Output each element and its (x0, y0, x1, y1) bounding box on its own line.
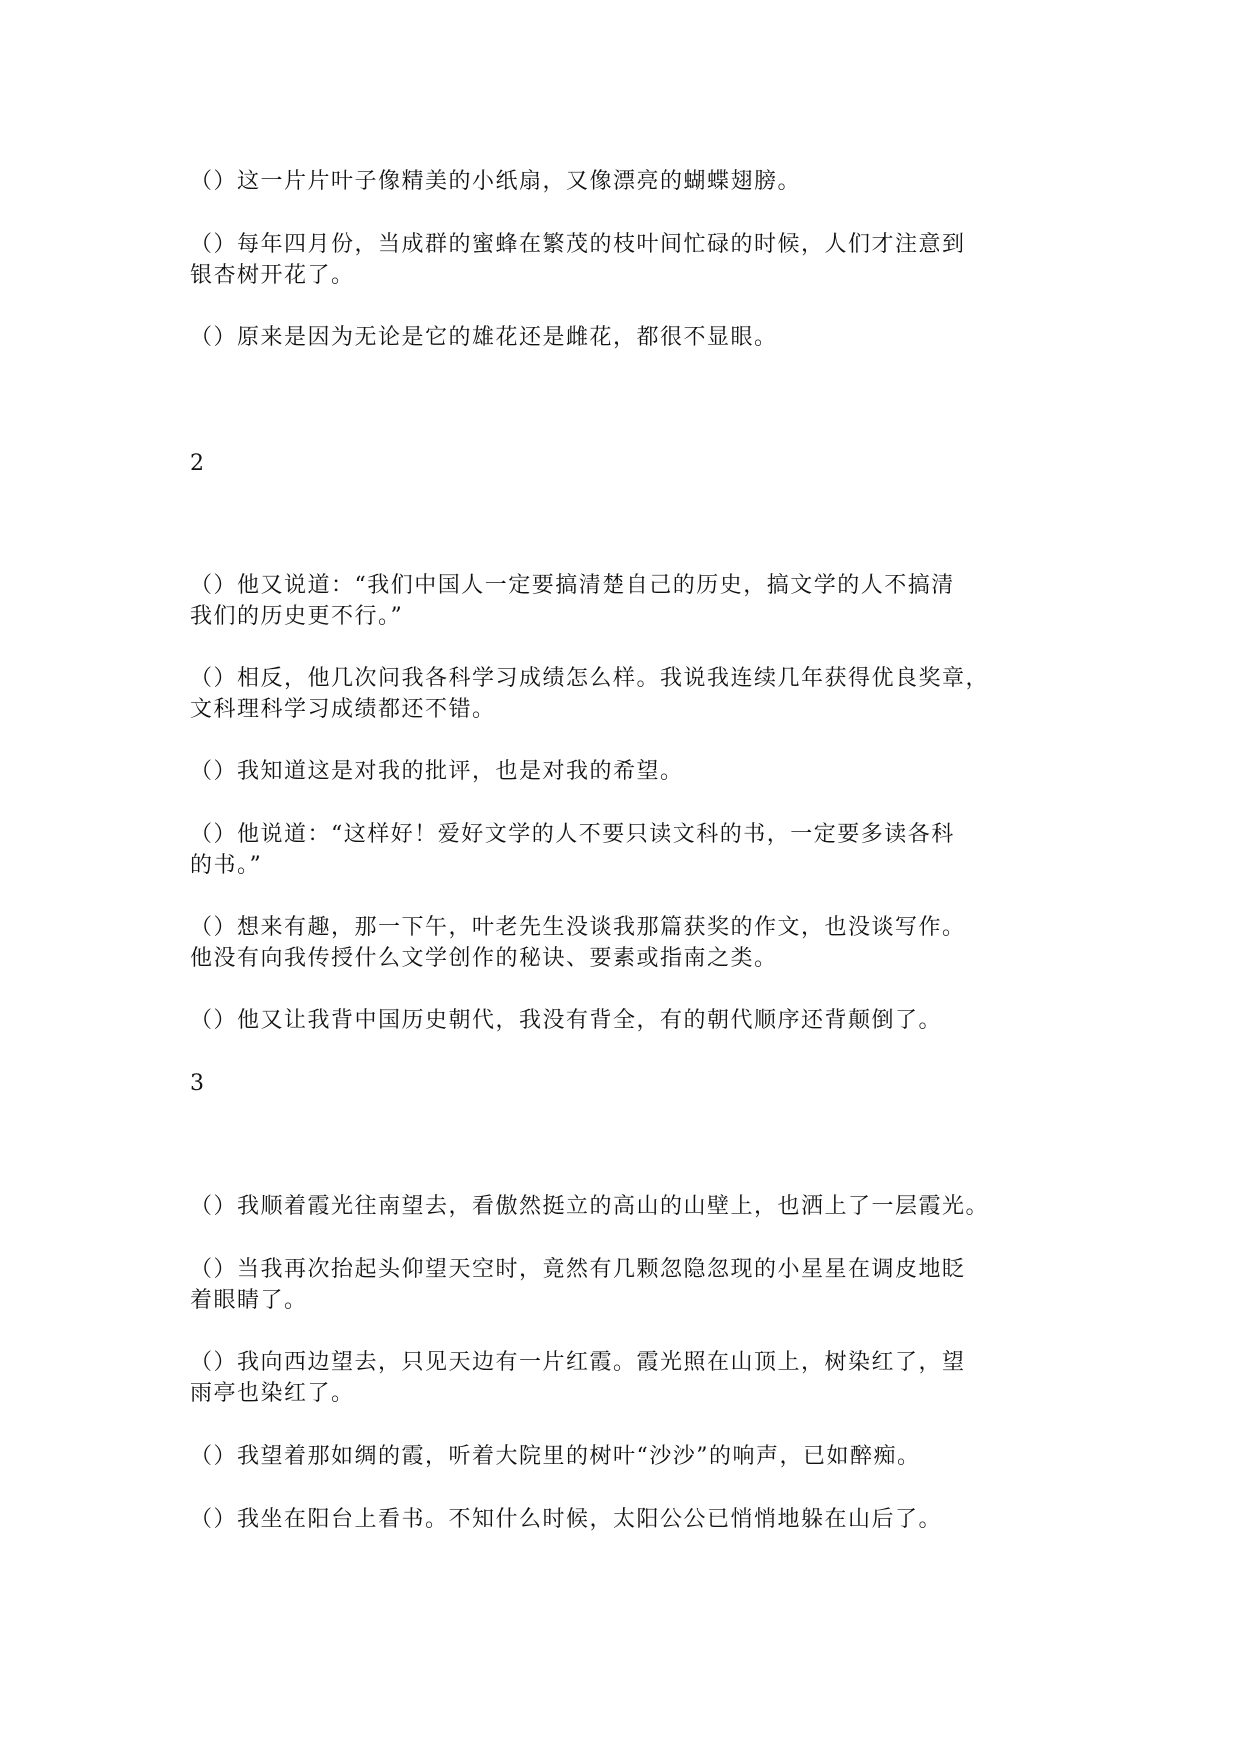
sentence-line: （）想来有趣，那一下午，叶老先生没谈我那篇获奖的作文，也没谈写作。 (190, 915, 966, 940)
sentence-line: （）相反，他几次问我各科学习成绩怎么样。我说我连续几年获得优良奖章， (190, 666, 990, 691)
sentence-line: （）他又说道：“我们中国人一定要搞清楚自己的历史，搞文学的人不搞清 (190, 573, 955, 598)
sentence-item (190, 322, 1060, 353)
sentence-line: 他没有向我传授什么文学创作的秘诀、要素或指南之类。 (190, 946, 778, 971)
sentence-line: 雨亭也染红了。 (190, 1381, 355, 1406)
sentence-item (190, 663, 1060, 725)
sentence-item (190, 1347, 1060, 1409)
sentence-line: （）我坐在阳台上看书。不知什么时候，太阳公公已悄悄地躲在山后了。 (190, 1507, 943, 1532)
sentence-line: （）原来是因为无论是它的雄花还是雌花，都很不显眼。 (190, 325, 778, 350)
sentence-item (190, 1441, 1060, 1472)
sentence-line: 我们的历史更不行。” (190, 604, 404, 629)
sentence-line: 的书。” (190, 853, 263, 878)
sentence-item (190, 819, 1060, 881)
sentence-line: （）当我再次抬起头仰望天空时，竟然有几颗忽隐忽现的小星星在调皮地眨 (190, 1257, 966, 1282)
sentence-line: （）每年四月份，当成群的蜜蜂在繁茂的枝叶间忙碌的时候，人们才注意到 (190, 232, 966, 257)
sentence-item (190, 1191, 1060, 1222)
sentence-line: （）这一片片叶子像精美的小纸扇，又像漂亮的蝴蝶翅膀。 (190, 169, 802, 194)
section-number: 3 (190, 1071, 204, 1096)
sentence-line: （）他说道：“这样好！爱好文学的人不要只读文科的书，一定要多读各科 (190, 822, 955, 847)
sentence-item (190, 756, 1060, 787)
sentence-item (190, 1005, 1060, 1036)
sentence-line: （）我向西边望去，只见天边有一片红霞。霞光照在山顶上，树染红了，望 (190, 1350, 966, 1375)
sentence-line: （）我顺着霞光往南望去，看傲然挺立的高山的山壁上，也洒上了一层霞光。 (190, 1194, 990, 1219)
sentence-item (190, 912, 1060, 974)
sentence-item (190, 166, 1060, 197)
sentence-item (190, 229, 1060, 291)
sentence-line: （）我望着那如绸的霞，听着大院里的树叶“沙沙”的响声，已如醉痴。 (190, 1444, 921, 1469)
sentence-item (190, 1504, 1060, 1535)
sentence-line: 着眼睛了。 (190, 1288, 308, 1313)
sentence-line: 文科理科学习成绩都还不错。 (190, 697, 496, 722)
sentence-item (190, 1254, 1060, 1316)
sentence-item (190, 570, 1060, 632)
sentence-line: （）我知道这是对我的批评，也是对我的希望。 (190, 759, 684, 784)
sentence-line: （）他又让我背中国历史朝代，我没有背全，有的朝代顺序还背颠倒了。 (190, 1008, 943, 1033)
section-number: 2 (190, 451, 204, 476)
sentence-line: 银杏树开花了。 (190, 263, 355, 288)
